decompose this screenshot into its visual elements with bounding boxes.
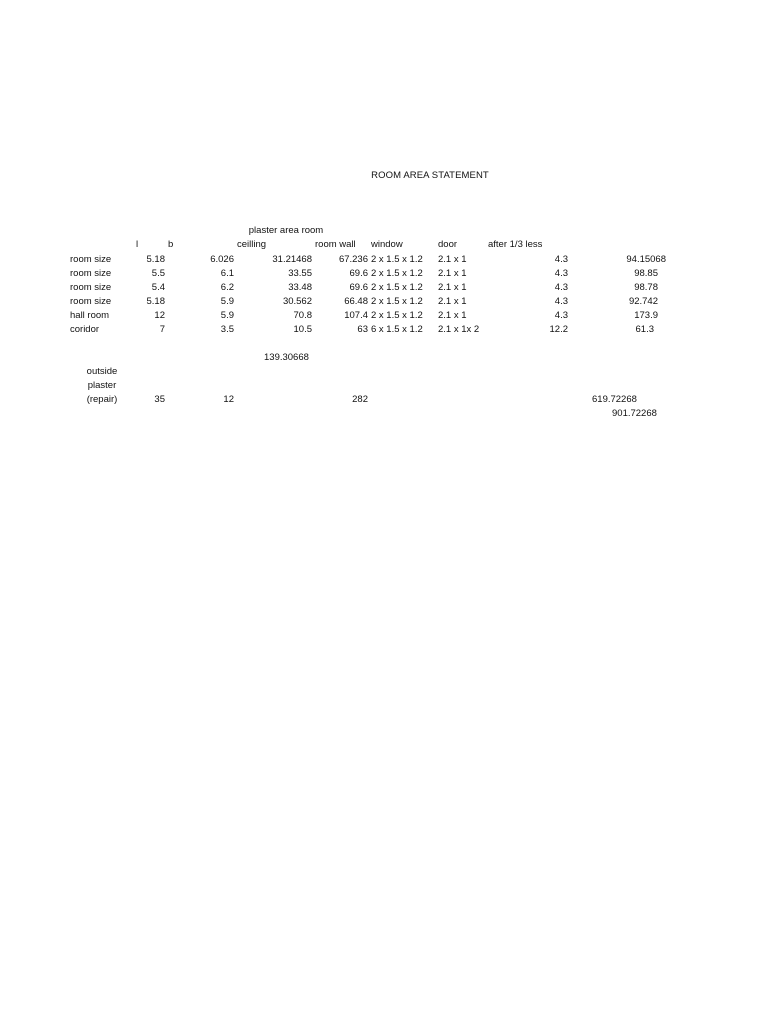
- row-room-wall: 63: [357, 324, 368, 335]
- row-after: 94.15068: [626, 254, 666, 265]
- row-after: 98.85: [634, 268, 658, 279]
- grand-total: 901.72268: [612, 408, 657, 419]
- row-window: 6 x 1.5 x 1.2: [371, 324, 423, 335]
- row-b: 5.9: [220, 296, 234, 307]
- row-deduction: 4.3: [554, 254, 568, 265]
- row-window: 2 x 1.5 x 1.2: [371, 296, 423, 307]
- row-b: 6.1: [220, 268, 234, 279]
- row-room-wall: 66.48: [344, 296, 368, 307]
- row-deduction: 4.3: [554, 296, 568, 307]
- row-ceiling: 31.21468: [272, 254, 312, 265]
- row-name: room size: [70, 282, 112, 293]
- outside-total: 619.72268: [592, 394, 637, 405]
- outside-label-line-1: outside: [86, 366, 118, 377]
- row-door: 2.1 x 1: [438, 310, 467, 321]
- row-deduction: 4.3: [554, 310, 568, 321]
- row-ceiling: 30.562: [282, 296, 312, 307]
- ceiling-total: 139.30668: [264, 352, 309, 363]
- row-l: 5.18: [146, 254, 165, 265]
- row-deduction: 12.2: [549, 324, 568, 335]
- row-after: 61.3: [635, 324, 654, 335]
- row-l: 5.4: [151, 282, 165, 293]
- outside-label-line-3: (repair): [86, 394, 118, 405]
- outside-label-line-2: plaster: [87, 380, 117, 391]
- row-window: 2 x 1.5 x 1.2: [371, 282, 423, 293]
- row-window: 2 x 1.5 x 1.2: [371, 310, 423, 321]
- row-room-wall: 107.4: [344, 310, 368, 321]
- row-room-wall: 69.6: [349, 282, 368, 293]
- row-l: 7: [159, 324, 165, 335]
- row-b: 5.9: [220, 310, 234, 321]
- row-b: 6.2: [220, 282, 234, 293]
- outside-l: 35: [154, 394, 165, 405]
- row-name: coridor: [70, 324, 100, 335]
- row-l: 12: [154, 310, 165, 321]
- plaster-area-room-header: plaster area room: [248, 225, 324, 236]
- row-b: 3.5: [220, 324, 234, 335]
- row-room-wall: 67.236: [338, 254, 368, 265]
- row-door: 2.1 x 1: [438, 254, 467, 265]
- header-after-one-third-less: after 1/3 less: [488, 239, 543, 250]
- row-door: 2.1 x 1: [438, 268, 467, 279]
- row-l: 5.5: [151, 268, 165, 279]
- outside-wall: 282: [352, 394, 368, 405]
- header-ceiling: ceilling: [237, 239, 267, 250]
- row-b: 6.026: [210, 254, 234, 265]
- statement-title: ROOM AREA STATEMENT: [371, 170, 489, 181]
- row-ceiling: 10.5: [293, 324, 312, 335]
- header-door: door: [438, 239, 458, 250]
- row-name: room size: [70, 268, 112, 279]
- header-b: b: [168, 239, 174, 250]
- row-after: 92.742: [628, 296, 658, 307]
- row-deduction: 4.3: [554, 282, 568, 293]
- header-l: l: [136, 239, 139, 250]
- header-room-wall: room wall: [315, 239, 356, 250]
- row-ceiling: 33.55: [288, 268, 312, 279]
- row-name: room size: [70, 254, 112, 265]
- header-window: window: [371, 239, 403, 250]
- row-window: 2 x 1.5 x 1.2: [371, 254, 423, 265]
- row-door: 2.1 x 1: [438, 282, 467, 293]
- outside-b: 12: [223, 394, 234, 405]
- row-ceiling: 33.48: [288, 282, 312, 293]
- row-door: 2.1 x 1: [438, 296, 467, 307]
- row-door: 2.1 x 1x 2: [438, 324, 480, 335]
- row-after: 98.78: [634, 282, 658, 293]
- row-deduction: 4.3: [554, 268, 568, 279]
- row-name: hall room: [70, 310, 110, 321]
- row-window: 2 x 1.5 x 1.2: [371, 268, 423, 279]
- row-ceiling: 70.8: [293, 310, 312, 321]
- row-l: 5.18: [146, 296, 165, 307]
- row-name: room size: [70, 296, 112, 307]
- row-room-wall: 69.6: [349, 268, 368, 279]
- row-after: 173.9: [634, 310, 658, 321]
